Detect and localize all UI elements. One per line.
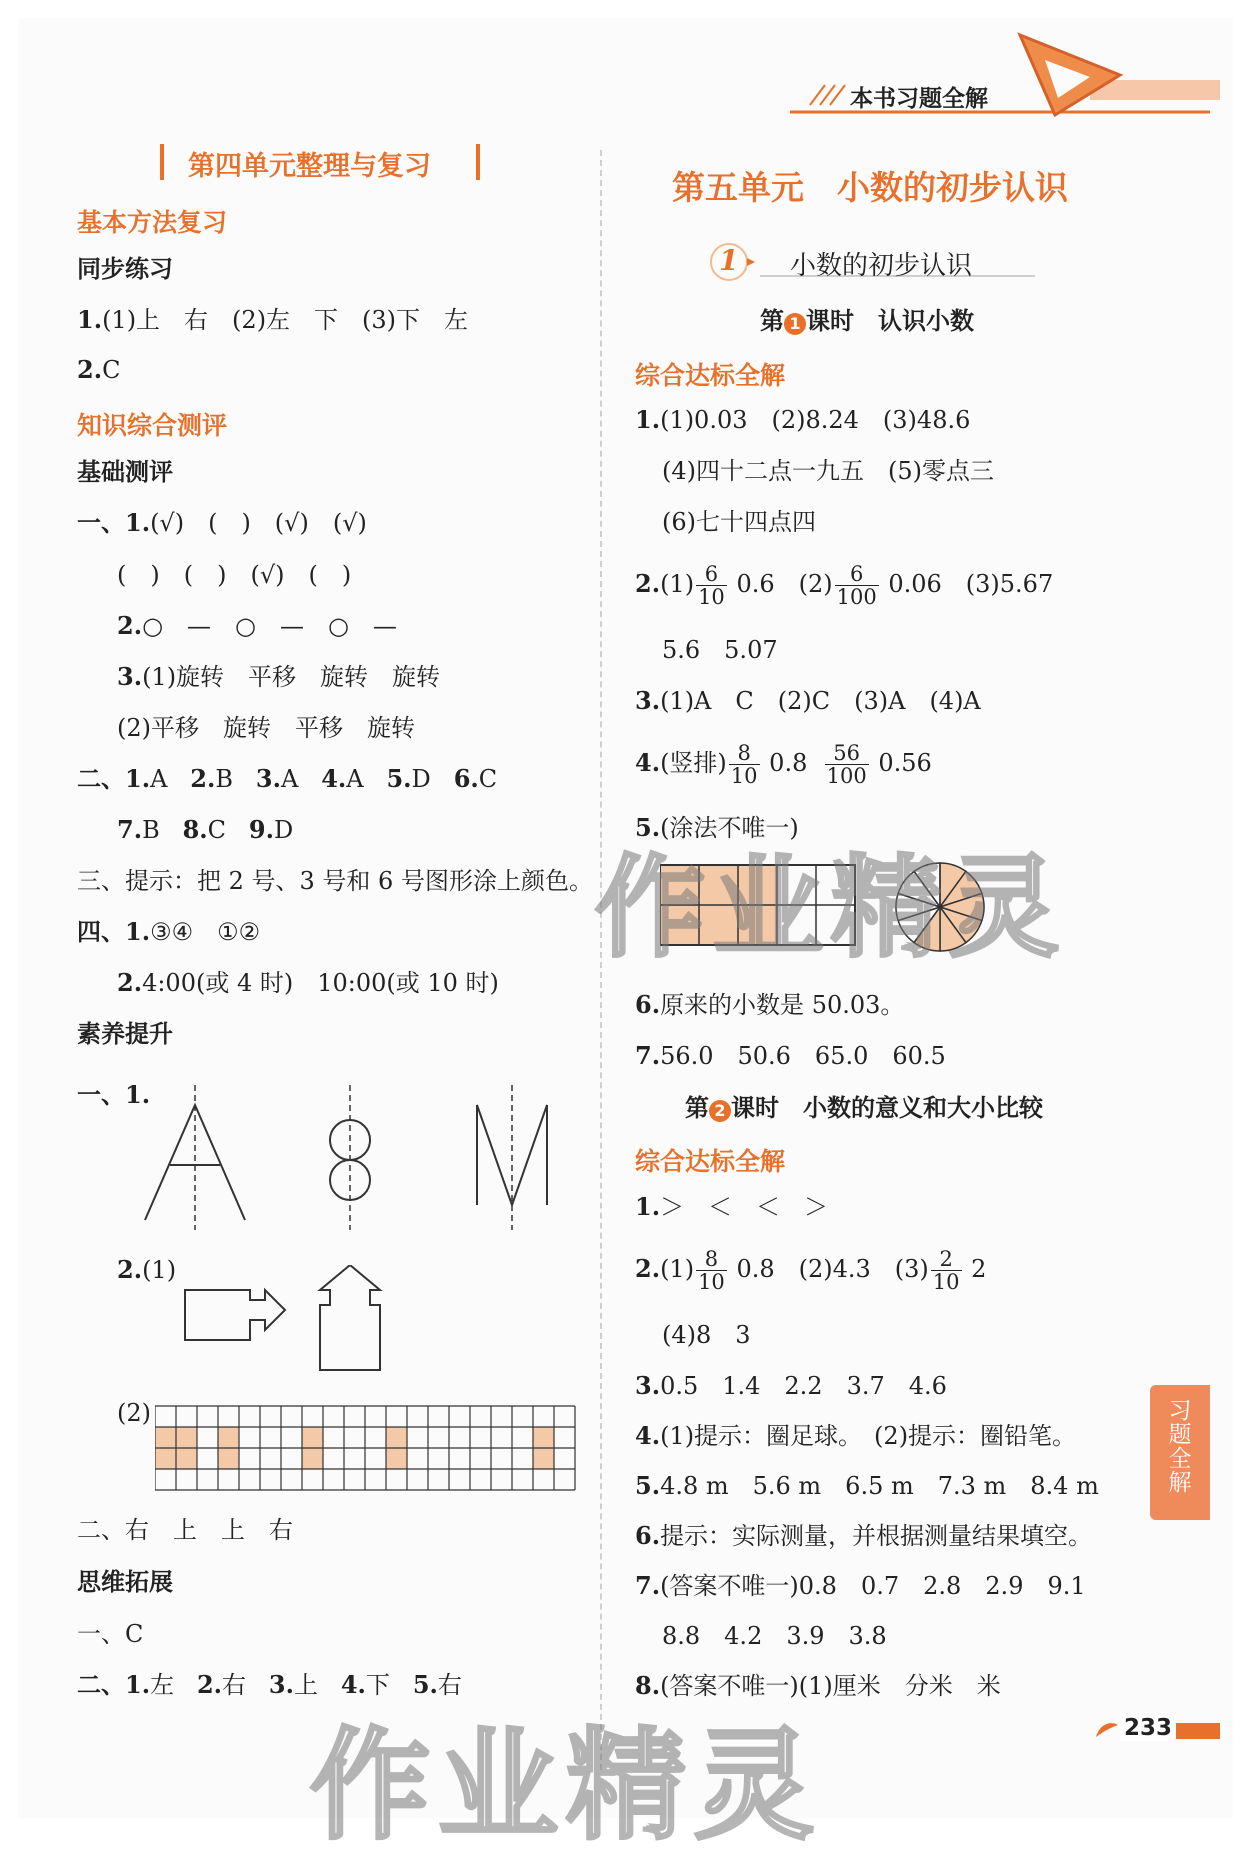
answer-line: 7.(答案不唯一)0.8 0.7 2.8 2.9 9.1	[635, 1571, 1086, 1600]
lesson-number: 1	[719, 244, 739, 277]
answer-line: 二、右 上 上 右	[77, 1516, 293, 1544]
answer-line: 一、C	[77, 1620, 144, 1648]
shaded-cell	[533, 1448, 554, 1469]
shaded-cell	[176, 1448, 197, 1469]
grid-figure	[155, 1400, 585, 1495]
answer-line: 3.(1)A C (2)C (3)A (4)A	[635, 686, 981, 715]
watermark: 作业精灵	[595, 844, 1067, 972]
sub-heading: 素养提升	[77, 1020, 173, 1048]
answer-line: 4.(1)提示：圈足球。 (2)提示：圈铅笔。	[635, 1421, 1077, 1450]
shaded-cell	[302, 1427, 323, 1448]
answer-line: 2.4:00(或 4 时) 10:00(或 10 时)	[117, 968, 499, 997]
answer-line: 1.(1)0.03 (2)8.24 (3)48.6	[635, 405, 971, 434]
answer-line: 二、1.左 2.右 3.上 4.下 5.右	[77, 1670, 462, 1699]
answer-line: 2.(1)	[117, 1255, 177, 1284]
answer-line: 四、1.③④ ①②	[77, 917, 261, 946]
answer-line: 8.(答案不唯一)(1)厘米 分米 米	[635, 1671, 1001, 1700]
shaded-cell	[218, 1427, 239, 1448]
page-number: 233	[1120, 1715, 1176, 1741]
shaded-cell	[176, 1427, 197, 1448]
answer-line: (2)	[117, 1399, 151, 1427]
translation-figures	[180, 1265, 400, 1375]
unit-title: 第五单元 小数的初步认识	[672, 168, 1068, 207]
answer-line: 1.(1)上 右 (2)左 下 (3)下 左	[77, 305, 469, 334]
sub-heading: 基础测评	[77, 458, 173, 486]
shaded-cell	[386, 1448, 407, 1469]
lesson-title: 小数的初步认识	[790, 251, 973, 281]
header-title: 本书习题全解	[850, 86, 988, 112]
section-heading: 基本方法复习	[77, 208, 228, 237]
answer-line: 6.原来的小数是 50.03。	[635, 990, 905, 1019]
answer-line: 三、提示：把 2 号、3 号和 6 号图形涂上颜色。	[77, 867, 593, 895]
lesson-title-box	[705, 240, 1045, 284]
answer-line: (4)8 3	[662, 1321, 751, 1349]
answer-line: 5.(涂法不唯一)	[635, 813, 799, 842]
shaded-cell	[386, 1427, 407, 1448]
answer-line: (6)七十四点四	[662, 508, 816, 536]
unit-title: 第四单元整理与复习	[188, 151, 431, 182]
section-heading: 知识综合测评	[77, 411, 228, 440]
symmetry-figures	[140, 1080, 580, 1230]
side-tab	[1150, 1385, 1210, 1520]
sub-heading: 同步练习	[77, 255, 173, 283]
answer-line: ( ) ( ) (√) ( )	[117, 561, 352, 589]
answer-line: 7.56.0 50.6 65.0 60.5	[635, 1041, 946, 1070]
side-tab-label: 习题全解	[1168, 1398, 1192, 1496]
answer-line: 4.(竖排) $\frac{8}{10}$ 0.8 $\frac{56}{100}$ 0.56	[635, 741, 932, 788]
answer-line: 3.0.5 1.4 2.2 3.7 4.6	[635, 1371, 947, 1400]
answer-line: 2.C	[77, 355, 121, 384]
answer-line: 二、1.A 2.B 3.A 4.A 5.D 6.C	[77, 764, 498, 793]
period-heading: 第 1 课时 认识小数	[760, 307, 974, 335]
sub-heading: 思维拓展	[77, 1568, 173, 1596]
answer-line: (2)平移 旋转 平移 旋转	[117, 714, 415, 742]
answer-line: 1.＞ ＜ ＜ ＞	[635, 1192, 829, 1221]
answer-line: 5.4.8 m 5.6 m 6.5 m 7.3 m 8.4 m	[635, 1471, 1099, 1500]
shaded-cell	[155, 1427, 176, 1448]
answer-line: 2.(1) $\frac{6}{10}$ 0.6 (2) $\frac{6}{100}$ 0.06 (3)5.67	[635, 562, 1054, 609]
shaded-cell	[218, 1448, 239, 1469]
shaded-cell	[533, 1427, 554, 1448]
answer-line: 一、1.(√) ( ) (√) (√)	[77, 508, 367, 537]
period-heading: 第 2 课时 小数的意义和大小比较	[685, 1094, 1043, 1122]
section-heading: 综合达标全解	[635, 1147, 786, 1176]
unit-title-box	[160, 140, 480, 184]
answer-line: (4)四十二点一九五 (5)零点三	[662, 457, 994, 485]
watermark: 作业精灵	[310, 1717, 822, 1856]
answer-line: 5.6 5.07	[662, 636, 778, 664]
answer-line: 一、1.	[77, 1080, 151, 1109]
answer-line: 6.提示：实际测量，并根据测量结果填空。	[635, 1521, 1093, 1550]
shaded-cell	[155, 1448, 176, 1469]
answer-line: 2.○ — ○ — ○ —	[117, 611, 397, 640]
shaded-cell	[302, 1448, 323, 1469]
section-heading: 综合达标全解	[635, 361, 786, 390]
page-number-box	[1090, 1715, 1220, 1745]
answer-line: 2.(1) $\frac{8}{10}$ 0.8 (2)4.3 (3) $\frac{2}{10}$ 2	[635, 1247, 987, 1294]
answer-line: 8.8 4.2 3.9 3.8	[662, 1622, 887, 1650]
answer-line: 7.B 8.C 9.D	[117, 815, 294, 844]
answer-line: 3.(1)旋转 平移 旋转 旋转	[117, 662, 441, 691]
